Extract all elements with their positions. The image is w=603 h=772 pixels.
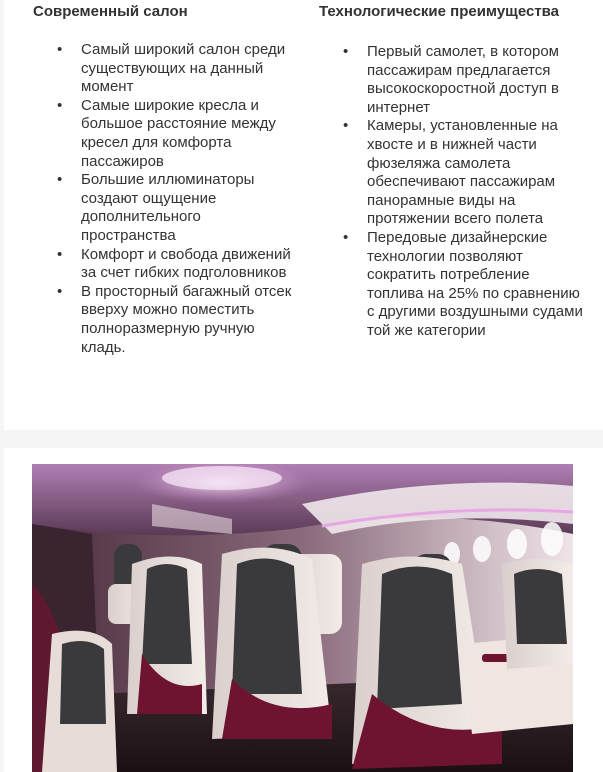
tech-advantages-heading: Технологические преимущества — [319, 3, 560, 20]
list-item: • Камеры, установленные на хвосте и в нижней части фюзеляжа самолета обеспечивают пассажирам панорамные виды на протяжении всего полета — [319, 117, 584, 229]
tech-advantages-list — [319, 43, 584, 341]
modern-cabin-list — [33, 41, 293, 357]
list-item: • Самый широкий салон среди существующих на данный момент — [33, 41, 293, 97]
list-item: • Первый самолет, в котором пассажирам предлагается высокоскоростной доступ в интернет — [319, 43, 584, 117]
text-panel — [4, 0, 603, 430]
list-item: • В просторный багажный отсек вверху можно поместить полноразмерную ручную кладь. — [33, 283, 293, 357]
photo-panel — [4, 448, 603, 772]
modern-cabin-heading: Современный салон — [33, 3, 188, 20]
cabin-illustration — [32, 464, 573, 772]
list-item: • Самые широкие кресла и большое расстояние между кресел для комфорта пассажиров — [33, 97, 293, 171]
list-item: • Комфорт и свобода движений за счет гибких подголовников — [33, 246, 293, 283]
modern-cabin-section — [33, 0, 293, 357]
tech-advantages-section — [319, 0, 584, 341]
list-item: • Большие иллюминаторы создают ощущение дополнительного пространства — [33, 171, 293, 245]
cabin-photo — [32, 464, 573, 772]
list-item: • Передовые дизайнерские технологии позволяют сократить потребление топлива на 25% по сравнению с другими воздушными судами той же категории — [319, 229, 584, 341]
